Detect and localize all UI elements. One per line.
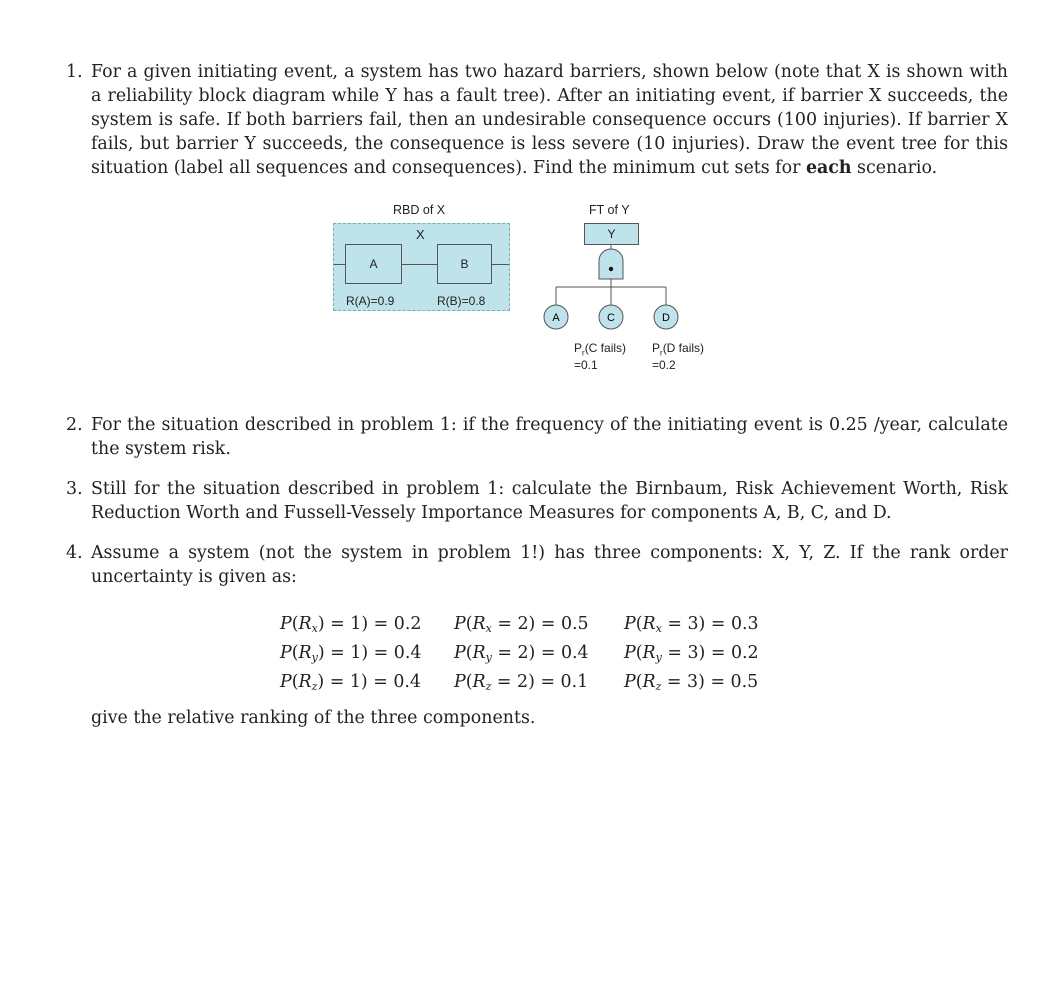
ft-title: FT of Y (589, 203, 630, 217)
problem-number: 2. (66, 415, 83, 435)
rank-equation: P(Rz) = 1) = 0.4 (280, 672, 421, 693)
prob-event: (C fails) (584, 341, 627, 355)
problem-2 (66, 413, 1008, 461)
rbd-reliability-a: R(A)=0.9 (346, 294, 395, 308)
rbd-wire (492, 264, 509, 265)
prob-value: =0.2 (652, 358, 676, 373)
problem-number: 4. (66, 543, 83, 563)
text-run: scenario. (851, 158, 938, 178)
problem-text-line: uncertainty is given as: (91, 567, 297, 587)
prob-symbol: P (574, 341, 583, 355)
problem-text-line: For the situation described in problem 1: if the frequency of the initiating event is 0.25 /year, calculate (91, 415, 1008, 435)
problem-text-line: Assume a system (not the system in problem 1!) has three components: X, Y, Z. If the rank order (91, 543, 1008, 563)
rank-probability-table (280, 612, 798, 699)
rbd-wire (402, 264, 437, 265)
problem-text-line: Reduction Worth and Fussell-Vessely Importance Measures for components A, B, C, and D. (91, 503, 892, 523)
prob-subscript: r (660, 348, 663, 358)
prob-event: (D fails) (662, 341, 705, 355)
rbd-system-label: X (416, 227, 425, 242)
problem-text-line: For a given initiating event, a system has two hazard barriers, shown below (note that X is shown with (91, 62, 1008, 82)
rbd-reliability-b: R(B)=0.8 (437, 294, 486, 308)
rbd-wire (334, 264, 345, 265)
rank-row-y (280, 641, 798, 670)
problem-number: 3. (66, 479, 83, 499)
and-gate-dot (609, 267, 613, 271)
rank-equation: P(Rz = 2) = 0.1 (454, 672, 589, 693)
problem-4 (66, 541, 1008, 589)
event-label-a: A (552, 312, 560, 324)
problem-text-line: the system risk. (91, 439, 231, 459)
event-label-d: D (662, 312, 670, 324)
and-gate-icon (599, 249, 623, 279)
rbd-title: RBD of X (393, 203, 446, 217)
rank-equation: P(Ry = 2) = 0.4 (454, 643, 589, 664)
problem-number: 1. (66, 62, 83, 82)
prob-d-fails (652, 342, 704, 372)
prob-subscript: r (582, 348, 585, 358)
rank-equation: P(Ry = 3) = 0.2 (624, 643, 759, 664)
bold-word: each (805, 158, 852, 178)
rank-equation: P(Rx) = 1) = 0.2 (280, 614, 422, 635)
problem-text-line: a reliability block diagram while Y has a fault tree). After an initiating event, if barrier X succeeds, the (91, 86, 1008, 106)
rank-equation: P(Rx = 2) = 0.5 (454, 614, 589, 635)
problem-text-line: Still for the situation described in problem 1: calculate the Birnbaum, Risk Achievement Worth, Risk (91, 479, 1008, 499)
rank-row-z (280, 670, 798, 699)
rank-equation: P(Ry) = 1) = 0.4 (280, 643, 422, 664)
text-run: situation (label all sequences and consequences). Find the minimum cut sets for (91, 158, 806, 178)
prob-symbol: P (652, 341, 661, 355)
rbd-block-a: A (345, 244, 402, 284)
fault-tree-diagram (530, 245, 690, 335)
problem-1 (66, 60, 1008, 180)
problem-text-line: system is safe. If both barriers fail, then an undesirable consequence occurs (100 injuries). If barrier X (91, 110, 1008, 130)
rank-equation: P(Rz = 3) = 0.5 (624, 672, 759, 693)
prob-c-fails (574, 342, 626, 372)
rank-row-x (280, 612, 798, 641)
event-label-c: C (607, 312, 615, 324)
problem-text-line (91, 156, 1008, 180)
problem-text-line: fails, but barrier Y succeeds, the consequence is less severe (10 injuries). Draw the event tree for this (91, 134, 1008, 154)
prob-value: =0.1 (574, 358, 598, 373)
ft-top-event: Y (584, 223, 639, 245)
rank-equation: P(Rx = 3) = 0.3 (624, 614, 759, 635)
problem-3 (66, 477, 1008, 525)
closing-instruction: give the relative ranking of the three components. (91, 708, 536, 728)
rbd-block-b: B (437, 244, 492, 284)
